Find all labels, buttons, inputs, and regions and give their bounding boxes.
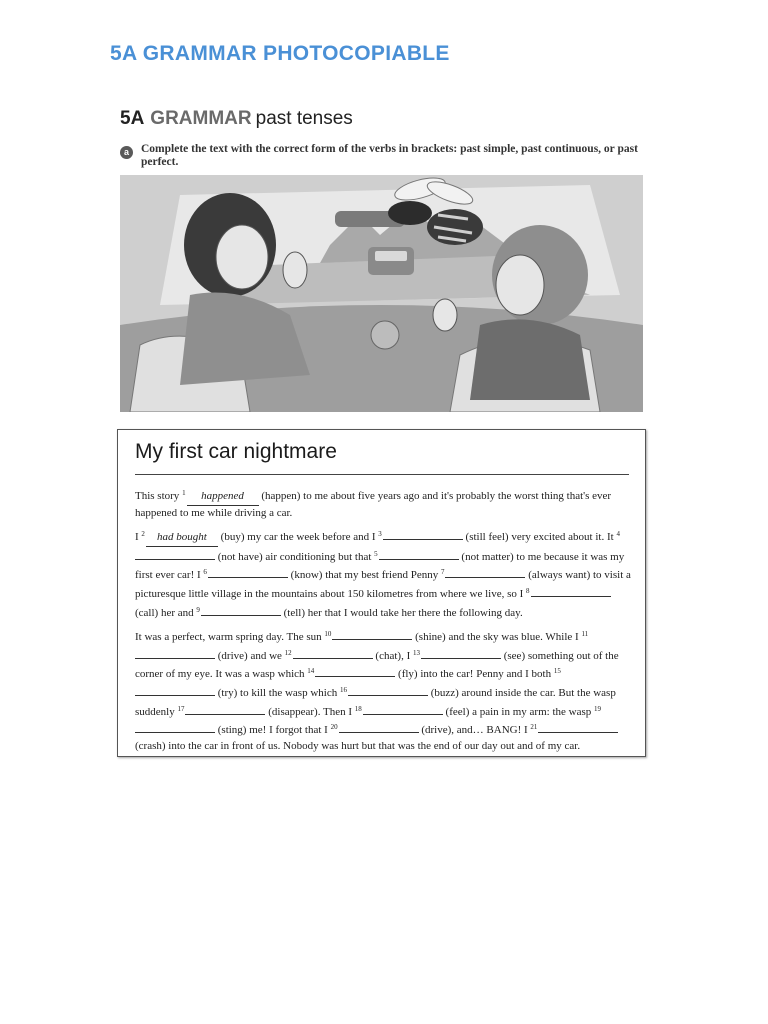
- verb-hint-11: (drive): [217, 649, 248, 662]
- text-segment: to me about five years ago and it's probably the worst thing that's ever happened to me while driving a car.: [135, 490, 612, 519]
- verb-hint-1: (happen): [261, 490, 301, 502]
- page-heading: 5A GRAMMAR PHOTOCOPIABLE: [110, 42, 450, 65]
- blank-21[interactable]: [538, 721, 618, 733]
- text-segment: very excited about it. It: [511, 531, 614, 544]
- blank-19[interactable]: [135, 721, 215, 733]
- text-segment: into the car! Penny and I both: [420, 668, 552, 681]
- verb-hint-4: (not have): [217, 550, 263, 563]
- section-code: 5A: [120, 108, 145, 129]
- title-divider: [135, 474, 629, 475]
- text-segment: to visit a picturesque little village in the mountains about 150 kilometres from where we live, so I: [135, 569, 631, 600]
- car-wasp-illustration: [120, 175, 643, 412]
- verb-hint-20: (drive): [421, 724, 452, 737]
- text-segment: that my best friend Penny: [325, 569, 439, 582]
- text-segment: her and: [160, 606, 194, 619]
- verb-hint-5: (not matter): [461, 550, 514, 563]
- section-topic: past tenses: [255, 108, 353, 129]
- section-title: [120, 108, 353, 130]
- blank-17[interactable]: [185, 703, 265, 715]
- blank-7[interactable]: [445, 566, 525, 578]
- blank-8[interactable]: [531, 585, 611, 597]
- verb-hint-18: (feel): [445, 705, 470, 718]
- blank-16[interactable]: [348, 684, 428, 696]
- verb-hint-15: (try): [217, 686, 238, 699]
- blank-9[interactable]: [201, 604, 281, 616]
- blank-20[interactable]: [339, 721, 419, 733]
- section-label: GRAMMAR: [150, 108, 252, 129]
- blank-10[interactable]: [332, 628, 412, 640]
- blank-6[interactable]: [208, 566, 288, 578]
- verb-hint-16: (buzz): [430, 686, 459, 699]
- blank-18[interactable]: [363, 703, 443, 715]
- text-segment: to me because it was my first ever car! I: [135, 550, 625, 582]
- answer-2: had bought: [146, 530, 218, 547]
- verb-hint-17: (disappear): [268, 705, 318, 718]
- verb-hint-9: (tell): [283, 606, 306, 619]
- text-segment: something out of the corner of my eye. It was a wasp which: [135, 649, 619, 681]
- blank-11[interactable]: [135, 647, 215, 659]
- story-text: [135, 486, 631, 760]
- verb-hint-10: (shine): [415, 631, 446, 644]
- text-segment: to kill the wasp which: [240, 686, 338, 699]
- text-segment: , and… BANG! I: [451, 724, 528, 737]
- verb-hint-13: (see): [503, 649, 526, 662]
- text-segment: and the sky was blue. While I: [448, 631, 579, 644]
- blank-4[interactable]: [135, 548, 215, 560]
- verb-hint-2: (buy): [220, 531, 245, 544]
- text-segment: me! I forgot that I: [249, 724, 328, 737]
- verb-hint-21: (crash): [135, 739, 166, 752]
- text-segment: around inside the car. But the wasp suddenly: [135, 686, 616, 718]
- exercise-letter-badge: a: [120, 146, 133, 159]
- text-segment: . Then I: [317, 705, 353, 718]
- verb-hint-7: (always want): [528, 569, 591, 582]
- text-segment: , I: [401, 649, 411, 662]
- paragraph-1: This story $^1$ happened (happen) to me about five years ago and it's probably the worst thing that's ever happened to me while driving a car.: [135, 489, 612, 519]
- text-segment: I: [135, 531, 139, 544]
- text-segment: into the car in front of us. Nobody was hurt but that was the end of our day out and of my car.: [168, 739, 581, 752]
- verb-hint-3: (still feel): [465, 531, 509, 544]
- blank-5[interactable]: [379, 548, 459, 560]
- verb-hint-14: (fly): [398, 668, 418, 681]
- story-title: My first car nightmare: [135, 440, 337, 463]
- verb-hint-6: (know): [290, 569, 323, 582]
- text-segment: her that I would take her there the following day.: [307, 606, 523, 619]
- blank-15[interactable]: [135, 684, 215, 696]
- verb-hint-12: (chat): [375, 649, 402, 662]
- verb-hint-8: (call): [135, 606, 159, 619]
- text-segment: This story: [135, 490, 180, 502]
- exercise-instruction: Complete the text with the correct form of the verbs in brackets: past simple, past continuous, or past perfect.: [141, 143, 638, 168]
- answer-1: happened: [187, 489, 259, 506]
- text-segment: and we: [250, 649, 282, 662]
- paragraph-2: I $^2$ had bought (buy) my car the week before and I $^3$ (still feel) very excited about it. It $^4$ (not have) air conditioning but that $^5$ (not matter) to me because it was my first ever car! I $^6$ (know) that my best friend Penny $^7$ (always want) to visit a picturesque little village in the mountains about 150 kilometres from where we live, so I $^8$ (call) her and $^9$ (tell) her that I would take her there the following day.: [135, 530, 631, 619]
- paragraph-3: It was a perfect, warm spring day. The sun $^{10}$ (shine) and the sky was blue. While I $^{11}$ (drive) and we $^{12}$ (chat), I $^{13}$ (see) something out of the corner of my eye. It was a wasp which $^{14}$ (fly) into the car! Penny and I both $^{15}$ (try) to kill the wasp which $^{16}$ (buzz) around inside the car. But the wasp suddenly $^{17}$ (disappear). Then I $^{18}$ (feel) a pain in my arm: the wasp $^{19}$ (sting) me! I forgot that I $^{20}$ (drive), and… BANG! I $^{21}$ (crash) into the car in front of us. Nobody was hurt but that was the end of our day out and of my car.: [135, 630, 619, 752]
- story-box: [117, 429, 646, 757]
- text-segment: air conditioning but that: [265, 550, 372, 563]
- blank-14[interactable]: [315, 665, 395, 677]
- illustration-drawing: [120, 175, 643, 412]
- blank-13[interactable]: [421, 647, 501, 659]
- blank-12[interactable]: [293, 647, 373, 659]
- text-segment: a pain in my arm: the wasp: [472, 705, 592, 718]
- blank-3[interactable]: [383, 528, 463, 540]
- text-segment: It was a perfect, warm spring day. The sun: [135, 631, 322, 644]
- text-segment: my car the week before and I: [247, 531, 376, 544]
- verb-hint-19: (sting): [217, 724, 247, 737]
